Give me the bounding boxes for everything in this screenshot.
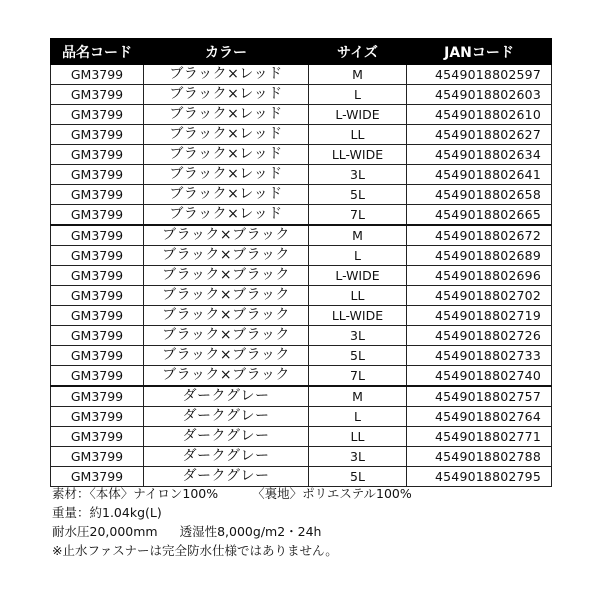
cell-color: ブラック×レッド bbox=[144, 165, 309, 185]
table-row bbox=[51, 447, 552, 467]
cell-jan-code: 4549018802610 bbox=[407, 105, 552, 125]
cell-product-code: GM3799 bbox=[51, 306, 144, 326]
cell-size: L-WIDE bbox=[309, 105, 407, 125]
cell-size: L bbox=[309, 407, 407, 427]
cell-jan-code: 4549018802603 bbox=[407, 85, 552, 105]
cell-color: ブラック×レッド bbox=[144, 65, 309, 85]
weight-line bbox=[52, 503, 572, 522]
cell-size: LL bbox=[309, 286, 407, 306]
water-pressure-text: 耐水圧20,000mm bbox=[52, 524, 158, 539]
cell-jan-code: 4549018802672 bbox=[407, 225, 552, 246]
cell-size: 3L bbox=[309, 165, 407, 185]
cell-product-code: GM3799 bbox=[51, 225, 144, 246]
cell-color: ダークグレー bbox=[144, 467, 309, 487]
cell-product-code: GM3799 bbox=[51, 386, 144, 407]
cell-color: ダークグレー bbox=[144, 386, 309, 407]
cell-size: L bbox=[309, 246, 407, 266]
cell-product-code: GM3799 bbox=[51, 145, 144, 165]
cell-size: LL bbox=[309, 427, 407, 447]
table-row bbox=[51, 205, 552, 226]
table-row bbox=[51, 65, 552, 85]
cell-product-code: GM3799 bbox=[51, 246, 144, 266]
cell-jan-code: 4549018802597 bbox=[407, 65, 552, 85]
zipper-note-text: ※止水ファスナーは完全防水仕様ではありません。 bbox=[52, 543, 338, 558]
cell-jan-code: 4549018802719 bbox=[407, 306, 552, 326]
cell-product-code: GM3799 bbox=[51, 407, 144, 427]
cell-product-code: GM3799 bbox=[51, 326, 144, 346]
cell-size: L bbox=[309, 85, 407, 105]
cell-size: 5L bbox=[309, 185, 407, 205]
table-row bbox=[51, 407, 552, 427]
table-body bbox=[51, 65, 552, 487]
cell-size: L-WIDE bbox=[309, 266, 407, 286]
table-row bbox=[51, 346, 552, 366]
cell-product-code: GM3799 bbox=[51, 266, 144, 286]
cell-jan-code: 4549018802795 bbox=[407, 467, 552, 487]
material-main: 素材：〈本体〉ナイロン100% bbox=[52, 486, 219, 501]
cell-color: ブラック×ブラック bbox=[144, 266, 309, 286]
cell-size: 3L bbox=[309, 447, 407, 467]
cell-size: LL-WIDE bbox=[309, 145, 407, 165]
header-size: サイズ bbox=[309, 39, 407, 65]
cell-size: 7L bbox=[309, 366, 407, 387]
cell-product-code: GM3799 bbox=[51, 447, 144, 467]
table-row bbox=[51, 165, 552, 185]
table-header-row bbox=[51, 39, 552, 65]
cell-product-code: GM3799 bbox=[51, 105, 144, 125]
cell-jan-code: 4549018802740 bbox=[407, 366, 552, 387]
cell-color: ダークグレー bbox=[144, 427, 309, 447]
cell-jan-code: 4549018802733 bbox=[407, 346, 552, 366]
table-row bbox=[51, 427, 552, 447]
cell-size: 5L bbox=[309, 467, 407, 487]
cell-color: ブラック×ブラック bbox=[144, 366, 309, 387]
cell-color: ブラック×レッド bbox=[144, 85, 309, 105]
header-product-code: 品名コード bbox=[51, 39, 144, 65]
table-row bbox=[51, 105, 552, 125]
table-row bbox=[51, 85, 552, 105]
table-row bbox=[51, 185, 552, 205]
weight-text: 重量：約1.04kg(L) bbox=[52, 505, 162, 520]
cell-product-code: GM3799 bbox=[51, 427, 144, 447]
cell-product-code: GM3799 bbox=[51, 165, 144, 185]
table-row bbox=[51, 306, 552, 326]
table-row bbox=[51, 246, 552, 266]
cell-size: LL bbox=[309, 125, 407, 145]
cell-color: ブラック×レッド bbox=[144, 185, 309, 205]
table-row bbox=[51, 386, 552, 407]
cell-jan-code: 4549018802641 bbox=[407, 165, 552, 185]
material-lining: 〈裏地〉ポリエステル100% bbox=[252, 486, 412, 501]
cell-jan-code: 4549018802689 bbox=[407, 246, 552, 266]
cell-size: LL-WIDE bbox=[309, 306, 407, 326]
cell-jan-code: 4549018802696 bbox=[407, 266, 552, 286]
cell-jan-code: 4549018802771 bbox=[407, 427, 552, 447]
cell-size: M bbox=[309, 386, 407, 407]
header-jan-code: JANコード bbox=[407, 39, 552, 65]
spec-notes bbox=[52, 484, 572, 560]
cell-product-code: GM3799 bbox=[51, 366, 144, 387]
cell-color: ブラック×ブラック bbox=[144, 246, 309, 266]
cell-color: ブラック×レッド bbox=[144, 125, 309, 145]
cell-size: 7L bbox=[309, 205, 407, 226]
material-line bbox=[52, 484, 572, 503]
cell-product-code: GM3799 bbox=[51, 85, 144, 105]
cell-jan-code: 4549018802665 bbox=[407, 205, 552, 226]
table-row bbox=[51, 286, 552, 306]
cell-jan-code: 4549018802627 bbox=[407, 125, 552, 145]
table-row bbox=[51, 366, 552, 387]
table-row bbox=[51, 266, 552, 286]
cell-size: M bbox=[309, 225, 407, 246]
cell-color: ブラック×ブラック bbox=[144, 326, 309, 346]
zipper-note-line bbox=[52, 541, 572, 560]
table-row bbox=[51, 145, 552, 165]
cell-jan-code: 4549018802757 bbox=[407, 386, 552, 407]
cell-color: ブラック×レッド bbox=[144, 145, 309, 165]
table-row bbox=[51, 225, 552, 246]
cell-jan-code: 4549018802764 bbox=[407, 407, 552, 427]
cell-product-code: GM3799 bbox=[51, 125, 144, 145]
cell-size: 5L bbox=[309, 346, 407, 366]
cell-product-code: GM3799 bbox=[51, 185, 144, 205]
table-row bbox=[51, 125, 552, 145]
cell-size: 3L bbox=[309, 326, 407, 346]
cell-color: ブラック×ブラック bbox=[144, 225, 309, 246]
cell-product-code: GM3799 bbox=[51, 286, 144, 306]
cell-size: M bbox=[309, 65, 407, 85]
cell-jan-code: 4549018802658 bbox=[407, 185, 552, 205]
cell-color: ブラック×ブラック bbox=[144, 286, 309, 306]
cell-color: ダークグレー bbox=[144, 447, 309, 467]
cell-jan-code: 4549018802634 bbox=[407, 145, 552, 165]
cell-product-code: GM3799 bbox=[51, 346, 144, 366]
cell-color: ブラック×ブラック bbox=[144, 346, 309, 366]
product-spec-table bbox=[50, 38, 552, 487]
table-row bbox=[51, 326, 552, 346]
header-color: カラー bbox=[144, 39, 309, 65]
cell-color: ダークグレー bbox=[144, 407, 309, 427]
cell-jan-code: 4549018802726 bbox=[407, 326, 552, 346]
cell-product-code: GM3799 bbox=[51, 467, 144, 487]
cell-color: ブラック×レッド bbox=[144, 105, 309, 125]
cell-color: ブラック×レッド bbox=[144, 205, 309, 226]
cell-color: ブラック×ブラック bbox=[144, 306, 309, 326]
cell-product-code: GM3799 bbox=[51, 205, 144, 226]
cell-product-code: GM3799 bbox=[51, 65, 144, 85]
cell-jan-code: 4549018802702 bbox=[407, 286, 552, 306]
breathability-text: 透湿性8,000g/m2・24h bbox=[179, 524, 322, 539]
performance-line bbox=[52, 522, 572, 541]
cell-jan-code: 4549018802788 bbox=[407, 447, 552, 467]
